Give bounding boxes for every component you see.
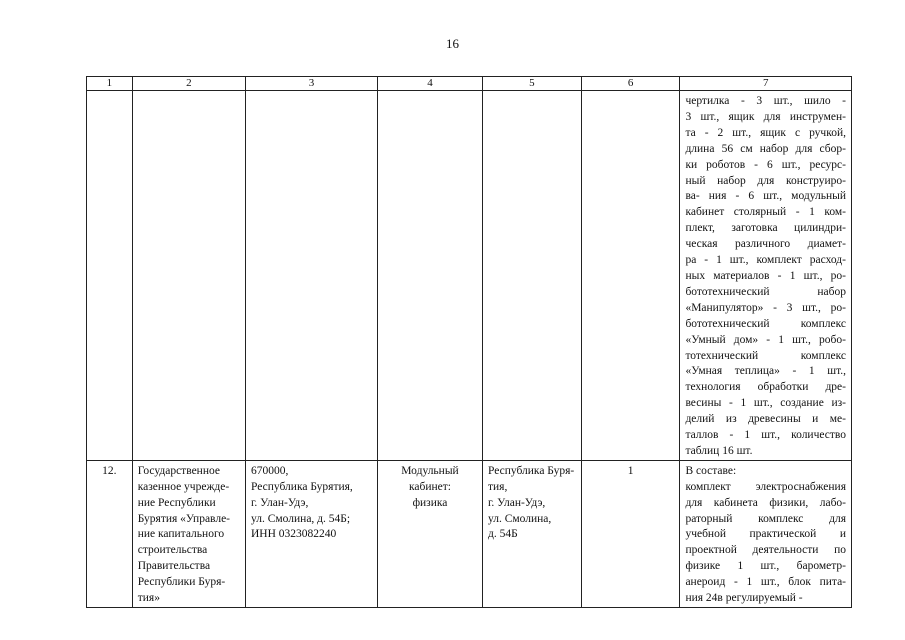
column-number: 3 xyxy=(246,77,378,91)
text-line: ва- ния - 6 шт., модульный xyxy=(685,190,846,203)
column-number: 6 xyxy=(581,77,680,91)
text-line: комплект электроснабжения xyxy=(685,480,846,493)
text-line: плект, заготовка цилиндри- xyxy=(685,222,846,235)
text-line: бототехнический комплекс xyxy=(685,317,846,330)
empty-cell xyxy=(87,91,133,461)
text-line: чертилка - 3 шт., шило - xyxy=(685,95,846,107)
text-line: Государственное xyxy=(137,464,220,477)
text-line: ра - 1 шт., комплект расход- xyxy=(685,254,846,267)
text-line: анероид - 1 шт., блок пита- xyxy=(685,576,846,589)
text-line: для кабинета физики, лабо- xyxy=(685,496,846,509)
text-line: ки роботов - 6 шт., ресурс- xyxy=(685,158,846,171)
text-line: Республики Буря- xyxy=(137,576,226,589)
text-line: «Манипулятор» - 3 шт., ро- xyxy=(685,301,846,314)
text-line: ИНН 0323082240 xyxy=(251,528,337,541)
text-line: ных материалов - 1 шт., ро- xyxy=(685,269,846,282)
text-line: 3 шт., ящик для инструмен- xyxy=(685,110,846,123)
organization-cell xyxy=(132,460,245,607)
text-line: «Умная теплица» - 1 шт., xyxy=(685,365,846,378)
empty-cell xyxy=(246,91,378,461)
text-line: ние капитального xyxy=(137,528,225,541)
text-line: ние Республики xyxy=(137,496,216,509)
address-cell xyxy=(246,460,378,607)
location-cell xyxy=(482,460,581,607)
text-line: Бурятия «Управле- xyxy=(137,512,231,525)
column-number: 2 xyxy=(132,77,245,91)
text-line: ул. Смолина, xyxy=(487,512,552,525)
composition-cell xyxy=(680,460,852,607)
column-number-row xyxy=(87,77,852,91)
column-number: 5 xyxy=(482,77,581,91)
column-number: 4 xyxy=(378,77,483,91)
column-number: 1 xyxy=(87,77,133,91)
text-line: весины - 1 шт., создание из- xyxy=(685,397,846,410)
text-line: технология обработки дре- xyxy=(685,381,846,394)
column-number: 7 xyxy=(680,77,852,91)
text-line: казенное учрежде- xyxy=(137,480,230,493)
text-line: ния 24в регулируемый - xyxy=(685,592,803,605)
text-line: «Умный дом» - 1 шт., робо- xyxy=(685,333,846,346)
text-line: таблиц 16 шт. xyxy=(685,444,753,457)
empty-cell xyxy=(581,91,680,461)
text-line: ный набор для конструиро- xyxy=(685,174,846,187)
text-line: физика xyxy=(412,496,448,509)
empty-cell xyxy=(482,91,581,461)
equipment-list-cell xyxy=(680,91,852,461)
text-line: тотехнический комплекс xyxy=(685,349,846,362)
page-number: 16 xyxy=(446,36,459,51)
text-line: таллов - 1 шт., количество xyxy=(685,429,846,442)
text-line: строительства xyxy=(137,544,208,557)
text-line: учебной практической и xyxy=(685,528,846,541)
text-line: кабинет: xyxy=(408,480,451,493)
inventory-table xyxy=(86,76,852,608)
table-row xyxy=(87,460,852,607)
text-line: бототехнический набор xyxy=(685,285,846,298)
row-number: 12. xyxy=(87,460,133,607)
continuation-row xyxy=(87,91,852,461)
text-line: Правительства xyxy=(137,560,211,573)
text-line: проектной деятельности по xyxy=(685,544,846,557)
empty-cell xyxy=(132,91,245,461)
text-line: г. Улан-Удэ, xyxy=(251,496,309,509)
text-line: д. 54Б xyxy=(487,528,518,541)
text-line: ул. Смолина, д. 54Б; xyxy=(251,512,351,525)
text-line: тия, xyxy=(487,480,508,493)
text-line: В составе: xyxy=(685,464,737,477)
text-line: 670000, xyxy=(251,464,289,477)
text-line: кабинет столярный - 1 ком- xyxy=(685,206,846,219)
text-line: г. Улан-Удэ, xyxy=(487,496,546,509)
text-line: та - 2 шт., ящик с ручкой, xyxy=(685,126,846,139)
text-line: Республика Буря- xyxy=(487,464,575,477)
text-line: ческая различного диамет- xyxy=(685,238,846,251)
text-line: Республика Бурятия, xyxy=(251,480,353,493)
text-line: физике 1 шт., барометр- xyxy=(685,560,846,573)
text-line: делий из древесины и ме- xyxy=(685,413,846,426)
text-line: Модульный xyxy=(401,464,459,477)
text-line: длина 56 см набор для сбор- xyxy=(685,142,846,155)
empty-cell xyxy=(378,91,483,461)
quantity-cell: 1 xyxy=(581,460,680,607)
text-line: раторный комплекс для xyxy=(685,512,846,525)
text-line: тия» xyxy=(137,592,160,605)
object-type-cell xyxy=(378,460,483,607)
